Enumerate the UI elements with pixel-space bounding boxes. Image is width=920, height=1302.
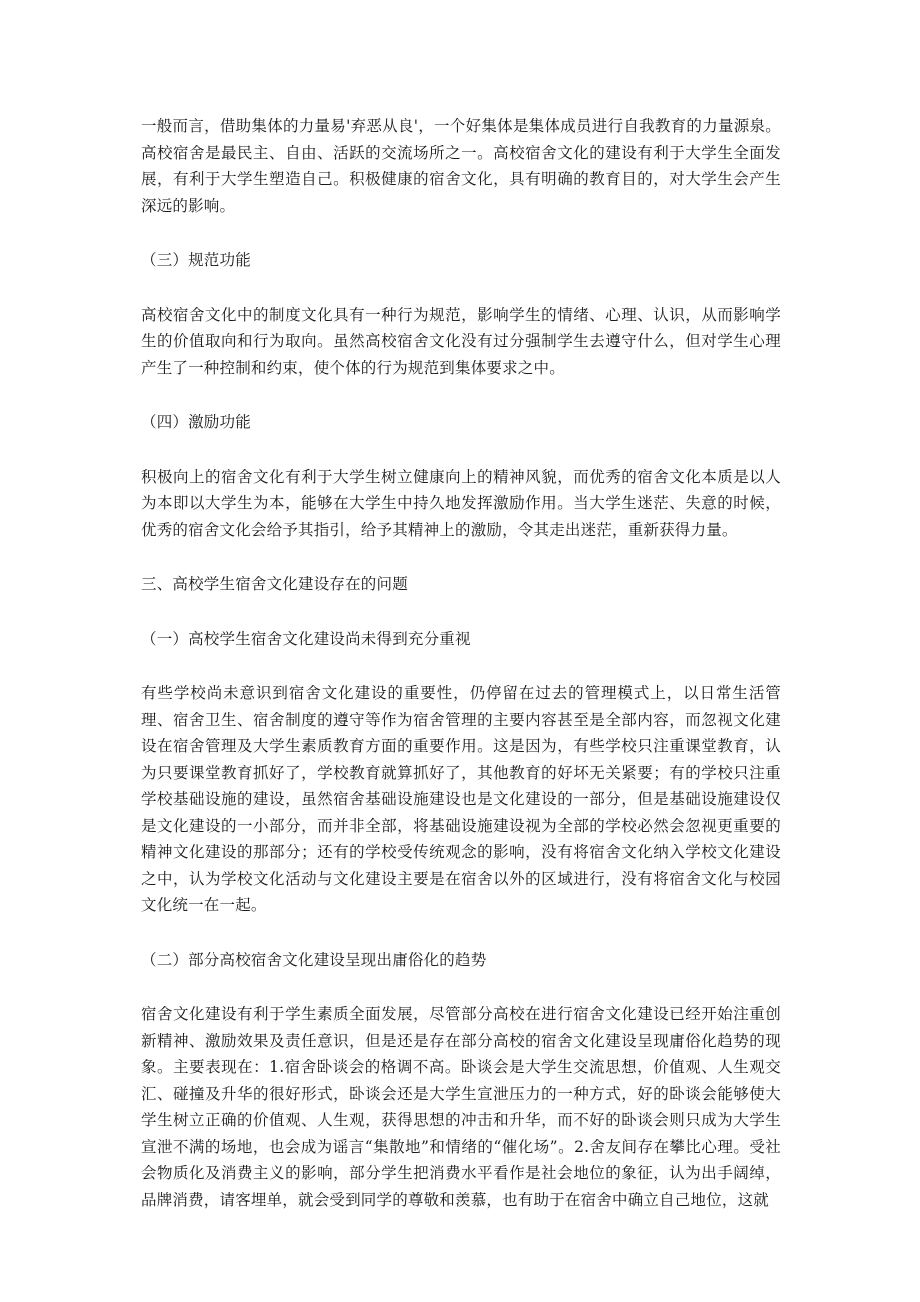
section-heading-not-valued: （一）高校学生宿舍文化建设尚未得到充分重视 xyxy=(141,629,471,648)
section-heading-vulgarization: （二）部分高校宿舍文化建设呈现出庸俗化的趋势 xyxy=(141,950,487,969)
spacer xyxy=(141,919,781,947)
paragraph-regulation: 高校宿舍文化中的制度文化具有一种行为规范，影响学生的情绪、心理、认识，从而影响学生的价值取向和行为取向。虽然高校宿舍文化没有过分强制学生去遵守什么，但对学生心理产生了一种控制和约束，使个体的行为规范到集体要求之中。 xyxy=(141,305,781,377)
spacer xyxy=(141,219,781,247)
paragraph-not-valued: 有些学校尚未意识到宿舍文化建设的重要性，仍停留在过去的管理模式上，以日常生活管理、宿舍卫生、宿舍制度的遵守等作为宿舍管理的主要内容甚至是全部内容，而忽视文化建设在宿舍管理及大学生素质教育方面的重要作用。这是因为，有些学校只注重课堂教育，认为只要课堂教育抓好了，学校教育就算抓好了，其他教育的好坏无关紧要；有的学校只注重学校基础设施的建设，虽然宿舍基础设施建设也是文化建设的一部分，但是基础设施建设仅是文化建设的一小部分，而并非全部，将基础设施建设视为全部的学校必然会忽视更重要的精神文化建设的那部分；还有的学校受传统观念的影响，没有将宿舍文化纳入学校文化建设之中，认为学校文化活动与文化建设主要是在宿舍以外的区域进行，没有将宿舍文化与校园文化统一在一起。 xyxy=(141,684,781,914)
spacer xyxy=(141,598,781,626)
spacer xyxy=(141,381,781,409)
document-page xyxy=(141,113,781,1213)
section-heading-motivation: （四）激励功能 xyxy=(141,413,251,431)
spacer xyxy=(141,652,781,680)
paragraph-intro: 一般而言，借助集体的力量易'弃恶从良'，一个好集体是集体成员进行自我教育的力量源泉。高校宿舍是最民主、自由、活跃的交流场所之一。高校宿舍文化的建设有利于大学生全面发展，有利于大学生塑造自己。积极健康的宿舍文化，具有明确的教育目的，对大学生会产生深远的影响。 xyxy=(141,117,781,215)
spacer xyxy=(141,274,781,302)
spacer xyxy=(141,973,781,1001)
paragraph-vulgarization: 宿舍文化建设有利于学生素质全面发展，尽管部分高校在进行宿舍文化建设已经开始注重创新精神、激励效果及责任意识，但是还是存在部分高校的宿舍文化建设呈现庸俗化趋势的现象。主要表现在：1.宿舍卧谈会的格调不高。卧谈会是大学生交流思想，价值观、人生观交汇、碰撞及升华的很好形式，卧谈会还是大学生宣泄压力的一种方式，好的卧谈会能够使大学生树立正确的价值观、人生观，获得思想的冲击和升华，而不好的卧谈会则只成为大学生宣泄不满的场地，也会成为谣言“集散地”和情绪的“催化场”。2.舍友间存在攀比心理。受社会物质化及消费主义的影响，部分学生把消费水平看作是社会地位的象征，认为出手阔绰，品牌消费，请客埋单，就会受到同学的尊敬和羡慕，也有助于在宿舍中确立自己地位，这就 xyxy=(141,1005,781,1209)
paragraph-motivation: 积极向上的宿舍文化有利于大学生树立健康向上的精神风貌，而优秀的宿舍文化本质是以人为本即以大学生为本，能够在大学生中持久地发挥激励作用。当大学生迷茫、失意的时候，优秀的宿舍文化会给予其指引，给予其精神上的激励，令其走出迷茫，重新获得力量。 xyxy=(141,467,781,539)
chapter-heading-problems: 三、高校学生宿舍文化建设存在的问题 xyxy=(141,575,408,593)
spacer xyxy=(141,436,781,464)
spacer xyxy=(141,543,781,571)
section-heading-regulation: （三）规范功能 xyxy=(141,251,251,269)
